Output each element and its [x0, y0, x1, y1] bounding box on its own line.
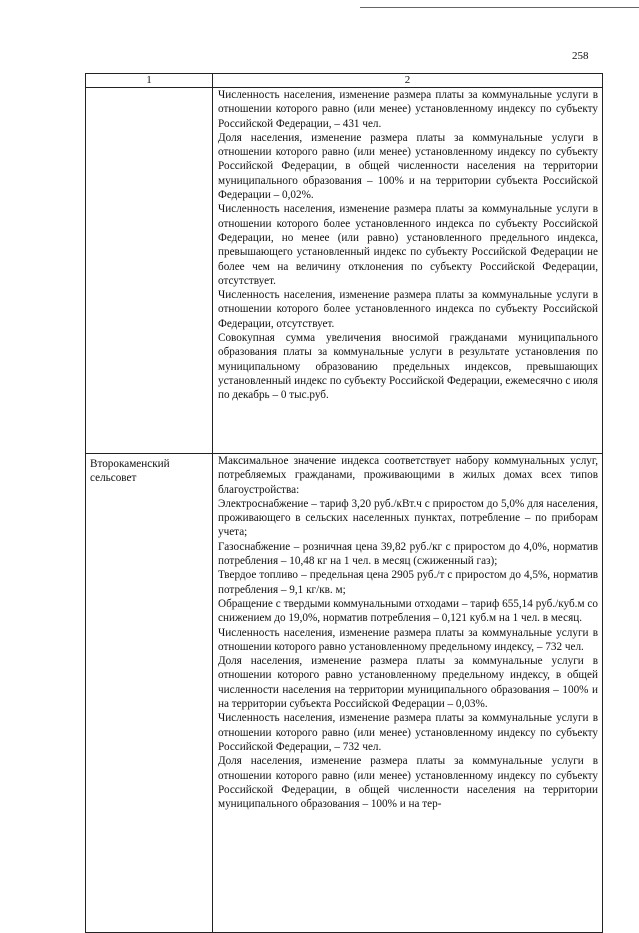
page-number: 258 — [572, 50, 589, 62]
paragraph: Доля населения, изменение размера платы за коммунальные услуги в отношении которого равно (или менее) установленному индексу по субъекту Российской Федерации, в общей численности населения на территории муниципального образования – 100% и на тер- — [218, 755, 598, 811]
territory-cell: Второкаменский сельсовет — [86, 454, 213, 933]
paragraph: Обращение с твердыми коммунальными отходами – тариф 655,14 руб./куб.м со снижением до 19,0%, норматив потребления – 0,121 куб.м на 1 чел. в месяц. — [218, 597, 598, 625]
paragraph: Газоснабжение – розничная цена 39,82 руб./кг с приростом до 4,0%, норматив потребления – 10,48 кг на 1 чел. в месяц (сжиженный газ); — [218, 540, 598, 568]
column-header-2: 2 — [213, 74, 603, 88]
description-content — [218, 454, 598, 880]
paragraph: Твердое топливо – предельная цена 2905 руб./т с приростом до 4,5%, норматив потребления – 9,1 кг/кв. м; — [218, 569, 598, 596]
table-header-row — [86, 74, 603, 88]
paragraph: Электроснабжение – тариф 3,20 руб./кВт.ч с приростом до 5,0% для населения, проживающего в сельских населенных пунктах, потребление – по приборам учета; — [218, 497, 598, 539]
data-table — [85, 73, 603, 933]
paragraph: Численность населения, изменение размера платы за коммунальные услуги в отношении которого равно (или менее) установленному индексу по субъекту Российской Федерации, – 732 чел. — [218, 712, 598, 753]
paragraph: Численность населения, изменение размера платы за коммунальные услуги в отношении которого более установленного индекса по субъекту Российской Федерации, отсутствует. — [218, 289, 598, 330]
column-header-1: 1 — [86, 74, 213, 88]
top-rule — [360, 7, 639, 8]
description-cell — [213, 454, 603, 933]
paragraph: Численность населения, изменение размера платы за коммунальные услуги в отношении которого более установленного индекса по субъекту Российской Федерации, но менее (или равно) установленного предельного индекса, превышающего установленный индекс по субъекту Российской Федерации не более чем на величину отклонения по субъекту Российской Федерации, отсутствует. — [218, 203, 598, 287]
paragraph: Численность населения, изменение размера платы за коммунальные услуги в отношении которого равно (или менее) установленному индексу по субъекту Российской Федерации, – 431 чел. — [218, 89, 598, 130]
table-row — [86, 454, 603, 933]
paragraph: Численность населения, изменение размера платы за коммунальные услуги в отношении которого равно установленному предельному индексу, – 732 чел. — [218, 626, 598, 653]
territory-cell — [86, 88, 213, 454]
description-cell — [213, 88, 603, 454]
table-row — [86, 88, 603, 454]
paragraph: Доля населения, изменение размера платы за коммунальные услуги в отношении которого равно установленному предельному индексу, в общей численности населения на территории муниципального образования – 100% и на территории субъекта Российской Федерации – 0,03%. — [218, 655, 598, 711]
paragraph: Доля населения, изменение размера платы за коммунальные услуги в отношении которого равно (или менее) установленному индексу по субъекту Российской Федерации, в общей численности населения на территории муниципального образования – 100% и на территории субъекта Российской Федерации – 0,02%. — [218, 131, 598, 202]
paragraph: Максимальное значение индекса соответствует набору коммунальных услуг, потребляемых гражданами, проживающими в жилых домах всех типов благоустройства: — [218, 455, 598, 496]
paragraph: Совокупная сумма увеличения вносимой гражданами муниципального образования платы за коммунальные услуги в результате установления по муниципальному образованию предельных индексов, превышающих установленный индекс по субъекту Российской Федерации, ежемесячно с июля по декабрь – 0 тыс.руб. — [218, 332, 598, 402]
